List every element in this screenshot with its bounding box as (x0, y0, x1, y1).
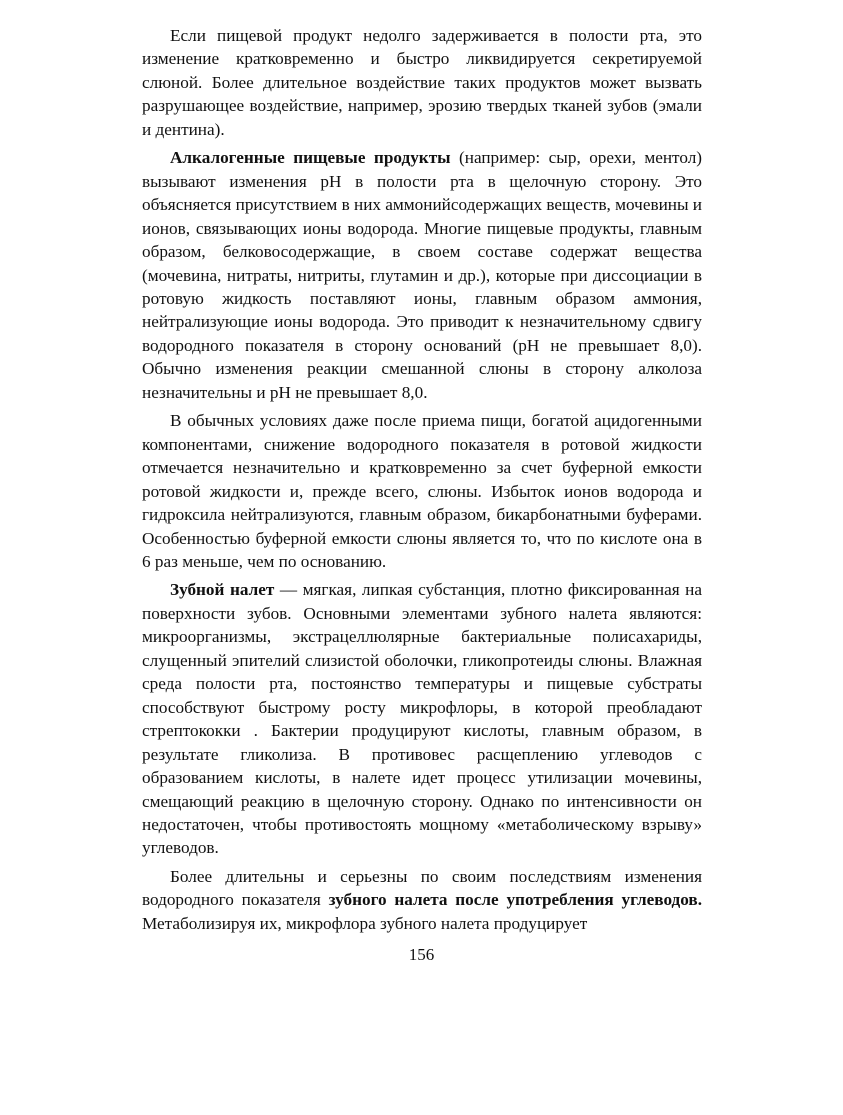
paragraph-4-text: — мягкая, липкая субстанция, плотно фиксированная на поверхности зубов. Основными элементами зубного налета являются: микроорганизмы, экстрацеллюлярные бактериальные полисахариды, слущенный эпителий слизистой оболочки, гликопротеиды слюны. Влажная среда полости рта, постоянство температуры и пищевые субстраты способствуют быстрому росту микрофлоры, в которой преобладают стрептококки . Бактерии продуцируют кислоты, главным образом, в результате гликолиза. В противовес расщеплению углеводов с образованием кислоты, в налете идет процесс утилизации мочевины, смещающий реакцию в щелочную сторону. Однако по интенсивности он недостаточен, чтобы противостоять мощному «метаболическому взрыву» углеводов. (142, 580, 702, 858)
paragraph-2-text: (например: сыр, орехи, ментол) вызывают изменения pH в полости рта в щелочную сторону. Это объясняется присутствием в них аммонийсодержащих веществ, мочевины и ионов, связывающих ионы водорода. Многие пищевые продукты, главным образом, белковосодержащие, в своем составе содержат вещества (мочевина, нитраты, нитриты, глутамин и др.), которые при диссоциации в ротовую жидкость поставляют ионы, главным образом аммония, нейтрализующие ионы водорода. Это приводит к незначительному сдвигу водородного показателя в сторону оснований (pH не превышает 8,0). Обычно изменения реакции смешанной слюны в сторону алколоза незначительны и pH не превышает 8,0. (142, 148, 703, 402)
term-plaque-after-carbohydrates: зубного налета после употребления углеводов. (328, 890, 702, 910)
paragraph-1 (142, 24, 702, 141)
paragraph-5-text-before: Более длительны и серьезны по своим последствиям изменения водородного показателя (142, 866, 702, 910)
paragraph-4 (142, 578, 702, 859)
paragraph-3 (142, 409, 702, 573)
term-dental-plaque: Зубной налет (170, 580, 275, 600)
paragraph-5 (142, 865, 702, 935)
page-number: 156 (408, 945, 435, 964)
paragraph-3-text: В обычных условиях даже после приема пищи, богатой ацидогенными компонентами, снижение водородного показателя в ротовой жидкости отмечается незначительно и кратковременно за счет буферной емкости ротовой жидкости и, прежде всего, слюны. Избыток ионов водорода и гидроксила нейтрализуются, главным образом, бикарбонатными буферами. Особенностью буферной емкости слюны является то, что по кислоте она в 6 раз меньше, чем по основанию. (142, 411, 702, 571)
paragraph-1-text: Если пищевой продукт недолго задерживается в полости рта, это изменение кратковременно и быстро ликвидируется секретируемой слюной. Более длительное воздействие таких продуктов может вызвать разрушающее воздействие, например, эрозию твердых тканей зубов (эмали и дентина). (142, 26, 702, 139)
term-alkalogenic-foods: Алкалогенные пищевые продукты (170, 148, 451, 168)
paragraph-2 (142, 146, 702, 404)
body-text (142, 24, 702, 935)
paragraph-5-text: Метаболизируя их, микрофлора зубного налета продуцирует (142, 913, 588, 933)
